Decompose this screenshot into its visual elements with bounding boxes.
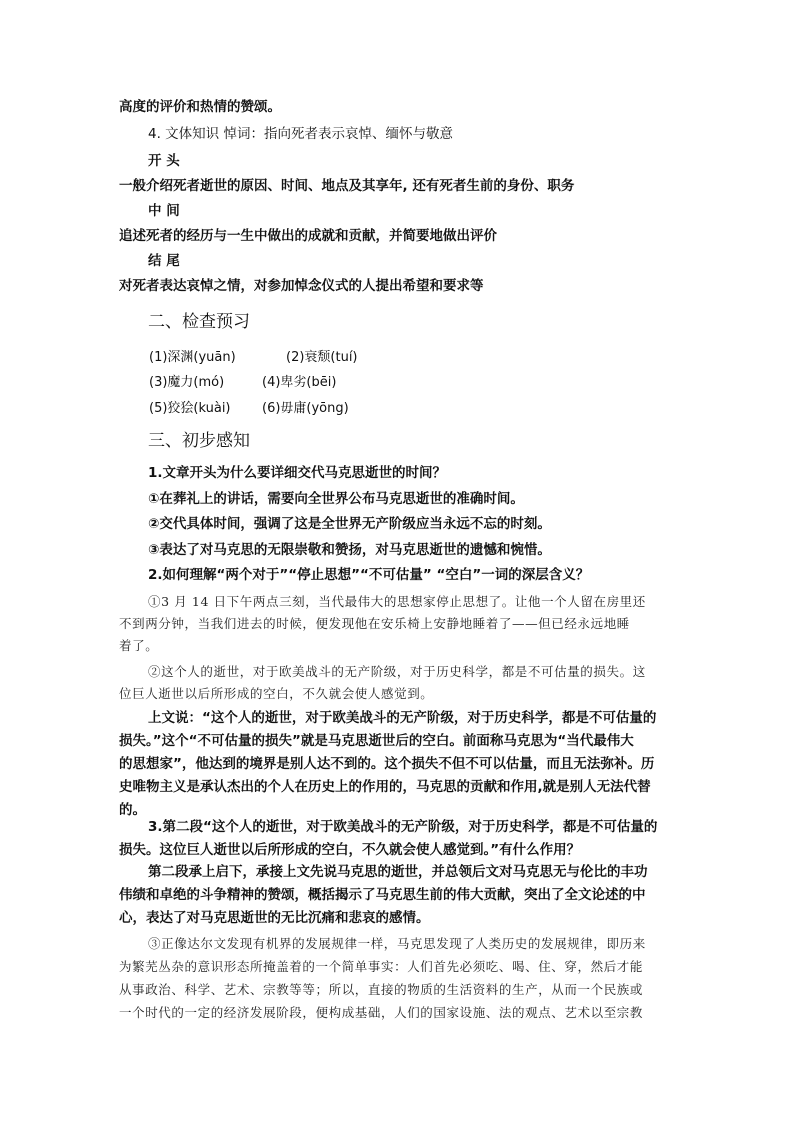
preview-item-3: (3)魔力(mó) bbox=[149, 375, 225, 390]
preview-item-2: (2)衰颓(tuí) bbox=[286, 350, 358, 365]
quote-1-line: 不到两分钟，当我们进去的时候，便发现他在安乐椅上安静地睡着了——但已经永远地睡 bbox=[119, 616, 630, 631]
answer-1-line: ①在葬礼上的讲话，需要向全世界公布马克思逝世的准确时间。 bbox=[148, 491, 524, 507]
start-label: 开 头 bbox=[148, 153, 180, 169]
quote-2-line: 位巨人逝世以后所形成的空白，不久就会使人感觉到。 bbox=[119, 686, 434, 701]
analysis-1-line: 损失。”这个“不可估量的损失”就是马克思逝世后的空白。前面称马克思为“当代最伟大 bbox=[119, 733, 634, 749]
middle-text: 追述死者的经历与一生中做出的成就和贡献，并简要地做出评价 bbox=[119, 228, 497, 244]
quote-3-line: 从事政治、科学、艺术、宗教等等；所以，直接的物质的生活资料的生产，从而一个民族或 bbox=[119, 982, 644, 997]
quote-2-line: ②这个人的逝世，对于欧美战斗的无产阶级，对于历史科学，都是不可估量的损失。这 bbox=[148, 664, 646, 679]
answer-1-line: ②交代具体时间，强调了这是全世界无产阶级应当永远不忘的时刻。 bbox=[148, 516, 551, 532]
section3-title: 三、初步感知 bbox=[148, 431, 250, 451]
analysis-1-line: 的。 bbox=[119, 802, 146, 818]
question-3-line: 3.第二段“这个人的逝世，对于欧美战斗的无产阶级，对于历史科学，都是不可估量的 bbox=[148, 819, 658, 835]
knowledge-heading: 4. 文体知识 悼词：指向死者表示哀悼、缅怀与敬意 bbox=[148, 126, 453, 142]
quote-3-line: 为繁芜丛杂的意识形态所掩盖着的一个简单事实：人们首先必须吃、喝、住、穿，然后才能 bbox=[119, 959, 644, 974]
analysis-2-line: 心，表达了对马克思逝世的无比沉痛和悲哀的感情。 bbox=[119, 910, 430, 926]
end-label: 结 尾 bbox=[148, 253, 180, 269]
analysis-1-line: 史唯物主义是承认杰出的个人在历史上的作用的，马克思的贡献和作用,就是别人无法代替 bbox=[119, 779, 651, 795]
analysis-2-line: 伟绩和卓绝的斗争精神的赞颂，概括揭示了马克思生前的伟大贡献，突出了全文论述的中 bbox=[119, 887, 646, 903]
section2-title: 二、检查预习 bbox=[148, 312, 250, 332]
analysis-2-line: 第二段承上启下，承接上文先说马克思的逝世，并总领后文对马克思无与伦比的丰功 bbox=[148, 864, 648, 880]
intro-tail: 高度的评价和热情的赞颂。 bbox=[119, 99, 281, 115]
quote-3-line: 一个时代的一定的经济发展阶段，便构成基础，人们的国家设施、法的观点、艺术以至宗教 bbox=[119, 1005, 644, 1020]
quote-1-line: 着了。 bbox=[119, 638, 159, 653]
end-text: 对死者表达哀悼之情，对参加悼念仪式的人提出希望和要求等 bbox=[119, 278, 484, 294]
quote-1-line: ①3 月 14 日下午两点三刻，当代最伟大的思想家停止思想了。让他一个人留在房里还 bbox=[148, 594, 646, 609]
quote-3-line: ③正像达尔文发现有机界的发展规律一样，马克思发现了人类历史的发展规律，即历来 bbox=[148, 936, 646, 951]
preview-item-4: (4)卑劣(bēi) bbox=[262, 375, 337, 390]
preview-item-5: (5)狡狯(kuài) bbox=[149, 401, 231, 416]
preview-item-6: (6)毋庸(yōng) bbox=[262, 401, 349, 416]
preview-item-1: (1)深渊(yuān) bbox=[149, 350, 236, 365]
answer-1-line: ③表达了对马克思的无限崇敬和赞扬，对马克思逝世的遗憾和惋惜。 bbox=[148, 542, 551, 558]
question-3-line: 损失。这位巨人逝世以后所形成的空白，不久就会使人感觉到。”有什么作用？ bbox=[119, 842, 581, 858]
question-2: 2.如何理解“两个对于”“停止思想”“不可估量” “空白”一词的深层含义？ bbox=[148, 567, 590, 583]
middle-label: 中 间 bbox=[148, 203, 180, 219]
start-text: 一般介绍死者逝世的原因、时间、地点及其享年, 还有死者生前的身份、职务 bbox=[119, 178, 575, 194]
analysis-1-line: 上文说：“这个人的逝世，对于欧美战斗的无产阶级，对于历史科学，都是不可估量的 bbox=[148, 710, 657, 726]
analysis-1-line: 的思想家”，他达到的境界是别人达不到的。这个损失不但不可以估量，而且无法弥补。历 bbox=[119, 756, 655, 772]
question-1: 1.文章开头为什么要详细交代马克思逝世的时间？ bbox=[148, 465, 447, 481]
